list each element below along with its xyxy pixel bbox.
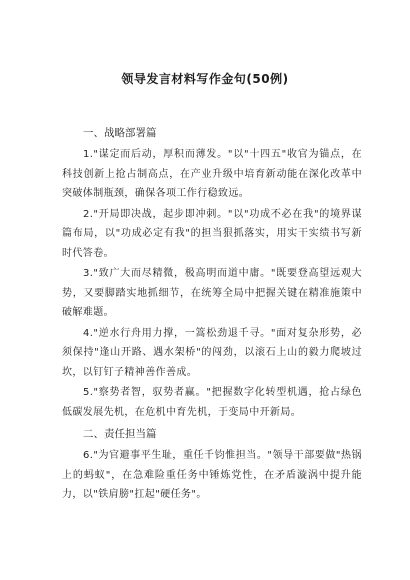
document-title: 领导发言材料写作金句(50例)	[121, 72, 289, 86]
section-heading-responsibility: 二、责任担当篇	[83, 428, 157, 440]
paragraph-1: 1."谋定而后动，厚积而薄发。"以"十四五"收官为锚点，在科技创新上抢占制高点，在产业升级中培育新动能在深化改革中突破体制瓶颈，确保各项工作行稳致远。	[62, 149, 362, 199]
section-heading-strategy: 一、战略部署篇	[83, 127, 157, 139]
document-body	[62, 122, 362, 506]
paragraph-5: 5."察势者智，驭势者赢。"把握数字化转型机遇，抢占绿色低碳发展先机，在危机中育先机，于变局中开新局。	[62, 387, 362, 418]
paragraph-2: 2."开局即决战，起步即冲刺。"以"功成不必在我"的境界谋篇布局，以"功成必定有我"的担当狠抓落实，用实干实绩书写新时代答卷。	[62, 208, 362, 259]
paragraph-6: 6."为官避事平生耻，重任千钧惟担当。"领导干部要做"热锅上的蚂蚁"，在急难险重任务中锤炼党性，在矛盾漩涡中提升能力，以"铁肩膀"扛起"硬任务"。	[62, 450, 362, 500]
paragraph-4: 4."逆水行舟用力撑，一篙松劲退千寻。"面对复杂形势，必须保持"逢山开路、遇水架桥"的闯劲，以滚石上山的毅力爬坡过坎，以钉钉子精神善作善成。	[62, 327, 362, 378]
paragraph-3: 3."致广大而尽精微，极高明而道中庸。"既要登高望远观大势，又要脚踏实地抓细节，在统筹全局中把握关键在精准施策中破解难题。	[62, 268, 362, 318]
